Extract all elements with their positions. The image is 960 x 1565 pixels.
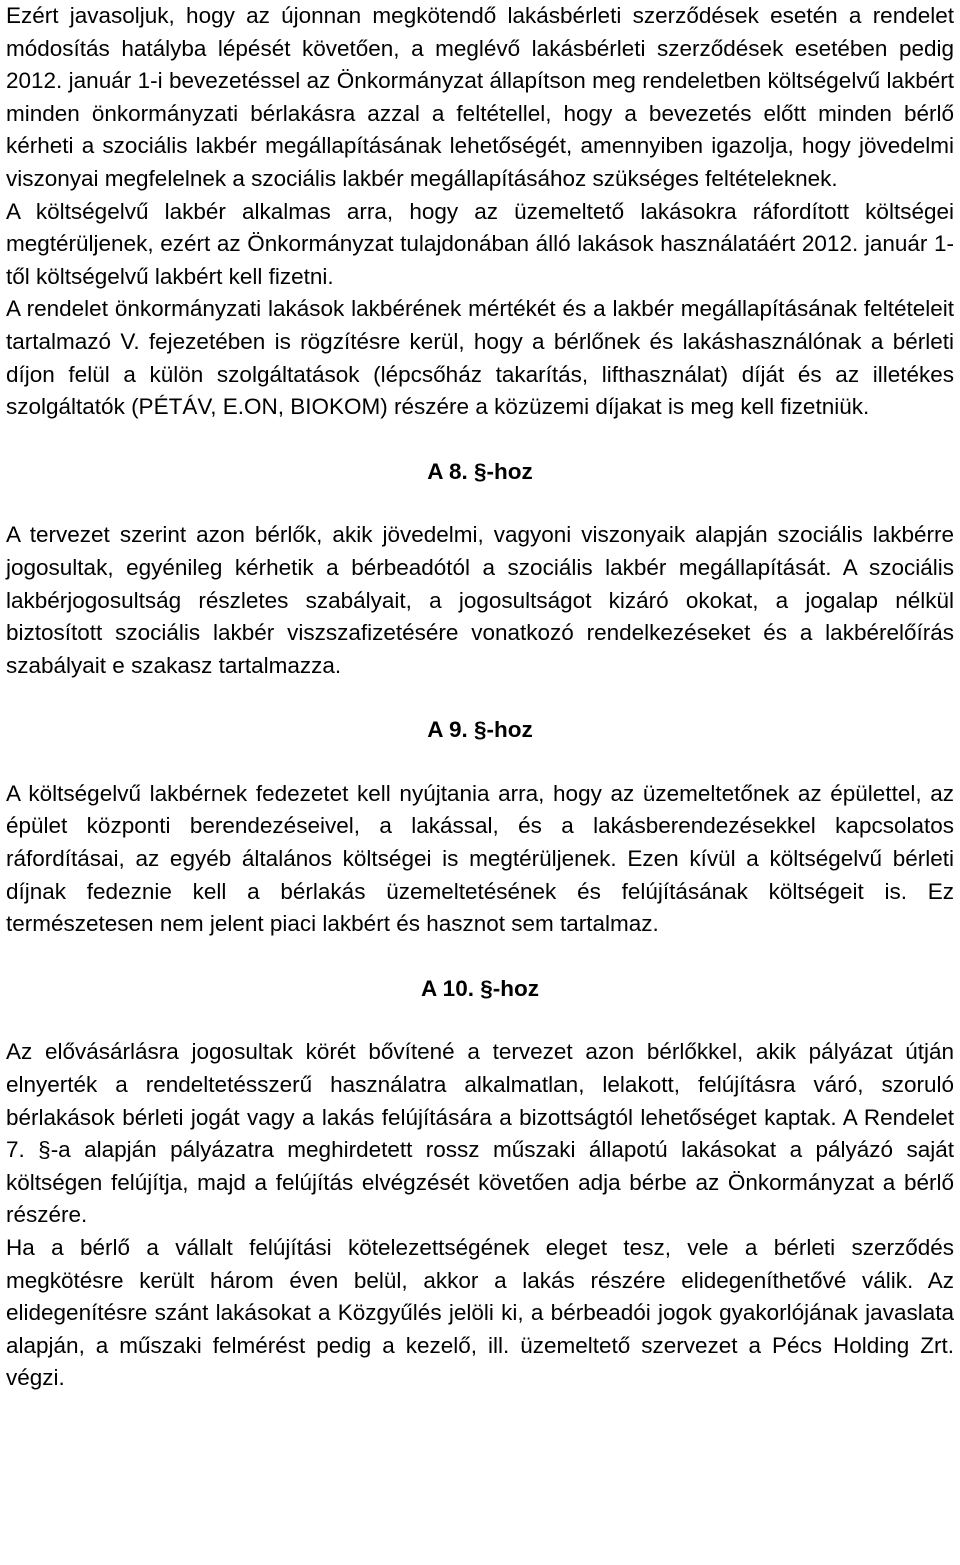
intro-paragraph-3: A rendelet önkormányzati lakások lakbérének mértékét és a lakbér megállapításának feltételeit tartalmazó V. fejezetében is rögzítésre kerül, hogy a bérlőnek és lakáshasználónak a bérleti díjon felül a külön szolgáltatások (lépcsőház takarítás, lifthasználat) díját és az illetékes szolgáltatók (PÉTÁV, E.ON, BIOKOM) részére a közüzemi díjakat is meg kell fizetniük. — [6, 296, 954, 420]
document-page — [6, 0, 954, 1395]
section-9-paragraph: A költségelvű lakbérnek fedezetet kell nyújtania arra, hogy az üzemeltetőnek az épülettel, az épület központi berendezéseivel, a lakással, és a lakásberendezésekkel kapcsolatos ráfordításai, az egyéb általános költségei is megtérüljenek. Ezen kívül a költségelvű bérleti díjnak fedeznie kell a bérlakás üzemeltetésének és felújításának költségeit is. Ez természetesen nem jelent piaci lakbért és hasznot sem tartalmaz. — [6, 780, 954, 937]
section-10-paragraph-1: Az elővásárlásra jogosultak körét bővítené a tervezet azon bérlőkkel, akik pályázat útján elnyerték a rendeltetésszerű használatra alkalmatlan, lelakott, felújításra váró, szoruló bérlakások bérleti jogát vagy a lakás felújítására a bizottságtól lehetőséget kaptak. A Rendelet 7. §-a alapján pályázatra meghirdetett rossz műszaki állapotú lakásokat a pályázó saját költségen felújítja, majd a felújítás elvégzését követően adja bérbe az Önkormányzat a bérlő részére. — [6, 1039, 954, 1228]
section-heading-9: A 9. §-hoz — [427, 717, 533, 743]
section-heading-10: A 10. §-hoz — [421, 975, 539, 1001]
section-10-paragraph-2: Ha a bérlő a vállalt felújítási kötelezettségének eleget tesz, vele a bérleti szerződés megkötésre került három éven belül, akkor a lakás részére elidegeníthetővé válik. Az elidegenítésre szánt lakásokat a Közgyűlés jelöli ki, a bérbeadói jogok gyakorlójának javaslata alapján, a műszaki felmérést pedig a kezelő, ill. üzemeltető szervezet a Pécs Holding Zrt. végzi. — [6, 1235, 954, 1391]
section-heading-8: A 8. §-hoz — [427, 458, 533, 484]
intro-paragraph-2: A költségelvű lakbér alkalmas arra, hogy az üzemeltető lakásokra ráfordított költségei megtérüljenek, ezért az Önkormányzat tulajdonában álló lakások használatáért 2012. január 1-től költségelvű lakbért kell fizetni. — [6, 198, 954, 289]
section-8-paragraph: A tervezet szerint azon bérlők, akik jövedelmi, vagyoni viszonyaik alapján szociális lakbérre jogosultak, egyénileg kérhetik a bérbeadótól a szociális lakbér megállapítását. A szociális lakbérjogosultság részletes szabályait, a jogosultságot kizáró okokat, a jogalap nélkül biztosított szociális lakbér viszszafizetésére vonatkozó rendelkezéseket és a lakbérelőírás szabályait e szakasz tartalmazza. — [6, 522, 954, 678]
intro-paragraph-1: Ezért javasoljuk, hogy az újonnan megkötendő lakásbérleti szerződések esetén a rendelet módosítás hatályba lépését követően, a meglévő lakásbérleti szerződések esetében pedig 2012. január 1-i bevezetéssel az Önkormányzat állapítson meg rendeletben költségelvű lakbért minden önkormányzati bérlakásra azzal a feltétellel, hogy a bevezetés előtt minden bérlő kérheti a szociális lakbér megállapításának lehetőségét, amennyiben igazolja, hogy jövedelmi viszonyai megfelelnek a szociális lakbér megállapításához szükséges feltételeknek. — [6, 3, 954, 191]
